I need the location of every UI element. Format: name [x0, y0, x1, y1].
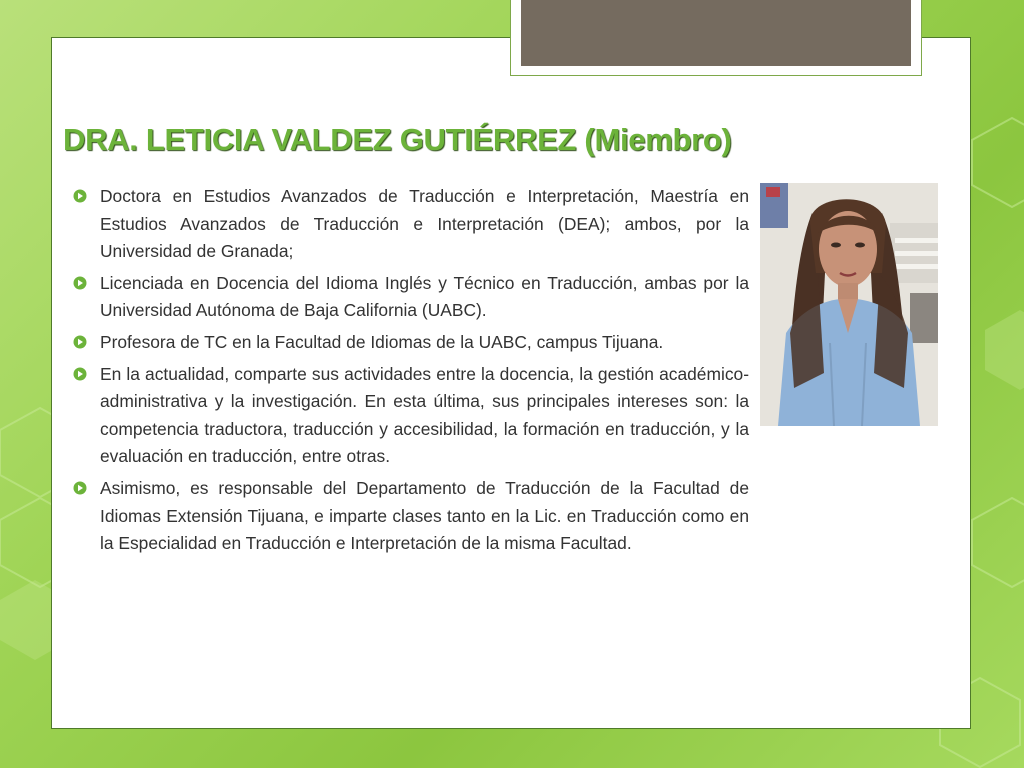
bullet-text: Profesora de TC en la Facultad de Idiomas de la UABC, campus Tijuana. — [100, 331, 664, 352]
bullet-item — [73, 329, 749, 357]
bullet-item — [73, 270, 749, 325]
bullet-item — [73, 475, 749, 558]
bullet-list — [73, 183, 749, 562]
circle-arrow-bullet-icon — [73, 481, 87, 495]
bullet-text: Asimismo, es responsable del Departamento de Traducción de la Facultad de Idiomas Extensión Tijuana, e imparte clases tanto en la Lic. en Traducción como en la Especialidad en Traducción e Interpretación de la misma Facultad. — [100, 477, 749, 554]
bullet-text: Licenciada en Docencia del Idioma Inglés y Técnico en Traducción, ambas por la Universidad Autónoma de Baja California (UABC). — [100, 272, 749, 321]
slide-title: DRA. LETICIA VALDEZ GUTIÉRREZ (Miembro) — [63, 122, 732, 157]
bullet-text: En la actualidad, comparte sus actividades entre la docencia, la gestión académico- administrativa y la investigación. En esta última, sus principales intereses son: la competencia traductora, traducción y accesibilidad, la formación en traducción, y la evaluación en traducción, entre otras. — [100, 363, 749, 467]
circle-arrow-bullet-icon — [73, 335, 87, 349]
header-tab — [510, 0, 922, 76]
circle-arrow-bullet-icon — [73, 189, 87, 203]
header-tab-fill — [521, 0, 911, 66]
bullet-item — [73, 183, 749, 266]
bullet-item — [73, 361, 749, 471]
portrait-illustration — [760, 183, 938, 426]
circle-arrow-bullet-icon — [73, 367, 87, 381]
bullet-text: Doctora en Estudios Avanzados de Traducción e Interpretación, Maestría en Estudios Avanzados de Traducción e Interpretación (DEA); ambos, por la Universidad de Granada; — [100, 186, 749, 262]
circle-arrow-bullet-icon — [73, 276, 87, 290]
portrait-photo — [760, 183, 938, 426]
